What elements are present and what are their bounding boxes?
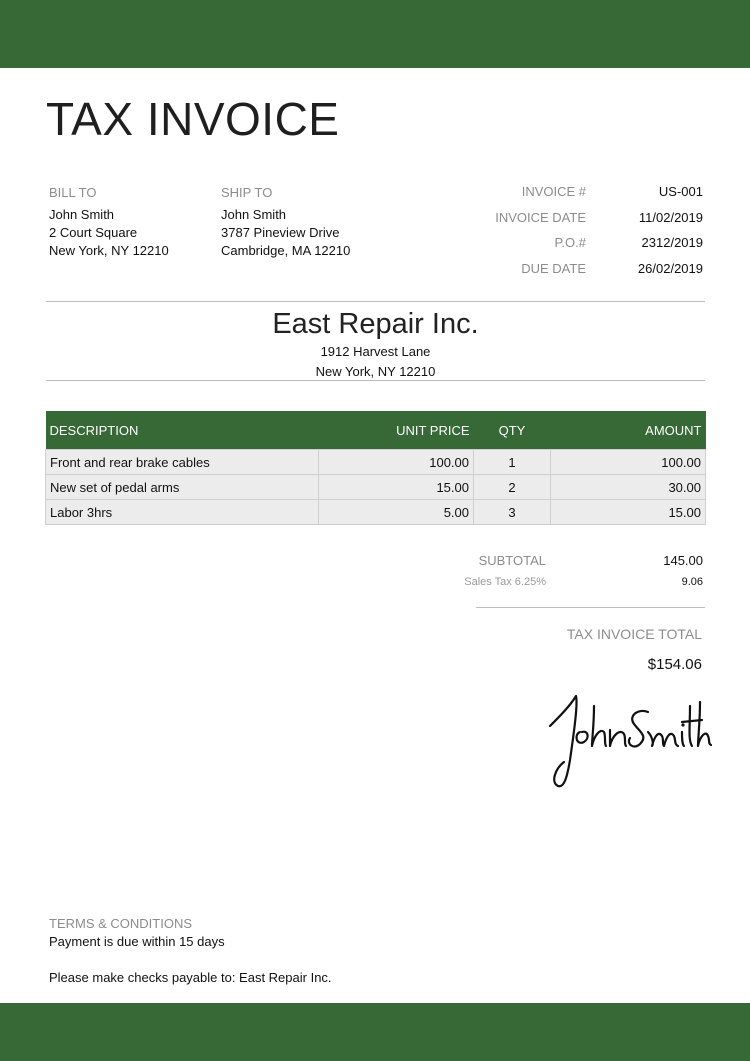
- company-name: East Repair Inc.: [272, 308, 479, 340]
- terms-label: TERMS & CONDITIONS: [49, 916, 193, 931]
- cell-amount: 30.00: [551, 475, 706, 500]
- bill-to-address-line1: 2 Court Square: [49, 225, 138, 240]
- meta-row-invoice-number: [440, 184, 703, 210]
- footer-band: [0, 1003, 750, 1061]
- cell-unit-price: 100.00: [319, 450, 474, 475]
- meta-label: INVOICE #: [521, 184, 586, 199]
- sales-tax-value: 9.06: [681, 576, 703, 588]
- cell-description: Labor 3hrs: [46, 500, 319, 525]
- ship-to-address-line2: Cambridge, MA 12210: [221, 243, 351, 258]
- signature-image: [540, 682, 712, 794]
- table-row: [46, 450, 706, 475]
- divider-totals: [476, 607, 705, 608]
- meta-row-due-date: [440, 261, 703, 287]
- terms-line-checks: Please make checks payable to: East Repair Inc.: [49, 970, 332, 985]
- cell-unit-price: 15.00: [319, 475, 474, 500]
- meta-value: US-001: [658, 184, 703, 199]
- cell-qty: 1: [474, 450, 551, 475]
- table-row: [46, 475, 706, 500]
- cell-amount: 15.00: [551, 500, 706, 525]
- header-qty: QTY: [474, 411, 551, 450]
- bill-to-label: BILL TO: [49, 185, 97, 200]
- header-amount: AMOUNT: [551, 411, 706, 450]
- divider-company: [46, 380, 705, 381]
- document-title: TAX INVOICE: [46, 93, 340, 145]
- cell-description: New set of pedal arms: [46, 475, 319, 500]
- subtotal-value: 145.00: [663, 553, 703, 568]
- meta-row-po-number: [440, 235, 703, 261]
- header-description: DESCRIPTION: [46, 411, 319, 450]
- cell-description: Front and rear brake cables: [46, 450, 319, 475]
- line-items-table: [45, 411, 706, 525]
- terms-line-payment: Payment is due within 15 days: [49, 934, 225, 949]
- company-address-line1: 1912 Harvest Lane: [320, 344, 431, 359]
- meta-value: 11/02/2019: [638, 209, 703, 225]
- ship-to-block: [221, 184, 350, 260]
- sales-tax-label: Sales Tax 6.25%: [464, 576, 546, 588]
- header-unit-price: UNIT PRICE: [319, 411, 474, 450]
- meta-label: INVOICE DATE: [495, 209, 586, 225]
- header-band: [0, 0, 750, 68]
- ship-to-address-line1: 3787 Pineview Drive: [221, 225, 340, 240]
- table-header-row: [46, 411, 706, 450]
- cell-amount: 100.00: [551, 450, 706, 475]
- table-row: [46, 500, 706, 525]
- invoice-meta: [440, 184, 703, 286]
- cell-qty: 3: [474, 500, 551, 525]
- cell-unit-price: 5.00: [319, 500, 474, 525]
- company-address-line2: New York, NY 12210: [315, 364, 436, 379]
- company-block: [46, 307, 705, 381]
- terms-block: [49, 915, 332, 987]
- bill-to-address-line2: New York, NY 12210: [49, 243, 169, 258]
- total-label: TAX INVOICE TOTAL: [566, 626, 702, 642]
- meta-label: P.O.#: [554, 235, 586, 250]
- divider-top: [46, 301, 705, 302]
- meta-value: 2312/2019: [641, 235, 703, 250]
- terms-spacer: [49, 951, 332, 969]
- meta-label: DUE DATE: [521, 260, 586, 276]
- ship-to-label: SHIP TO: [221, 185, 273, 200]
- ship-to-name: John Smith: [221, 207, 287, 222]
- cell-qty: 2: [474, 475, 551, 500]
- meta-row-invoice-date: [440, 210, 703, 236]
- meta-value: 26/02/2019: [637, 260, 703, 276]
- bill-to-block: [49, 184, 169, 260]
- total-value: $154.06: [647, 656, 702, 673]
- subtotal-label: SUBTOTAL: [478, 553, 546, 568]
- bill-to-name: John Smith: [49, 207, 115, 222]
